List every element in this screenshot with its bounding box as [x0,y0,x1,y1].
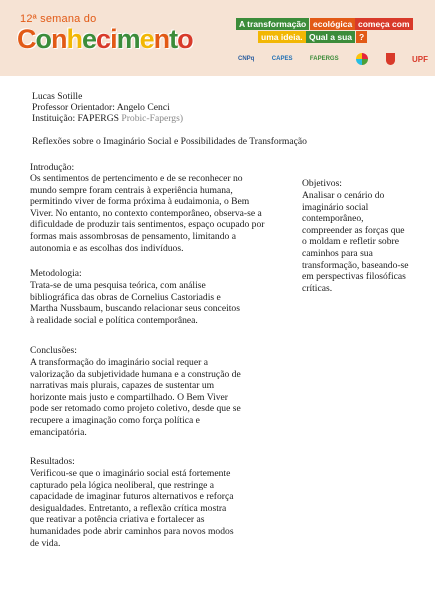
upf-logo: UPF [411,54,428,64]
event-letter: i [110,24,117,54]
fapergs-logo: FAPERGS [309,56,339,62]
tagline-part: uma ideia. [258,31,306,43]
resultados-line: capturado pela lógica neoliberal, que restringe a [30,479,215,491]
institution [32,113,183,125]
cnpq-logo: CNPq [238,56,255,62]
objetivos-line: transformação, baseando-se [302,259,409,271]
objetivos-line: o moldam e refletir sobre [302,236,399,248]
ods-logo [356,53,368,65]
event-edition: 12ª semana do [20,13,97,25]
conclusoes-line: narrativas mais plurais, capazes de sustentar um [30,380,215,392]
objetivos-line: em perspectivas filosóficas [302,271,406,283]
objetivos-line: contemporâneo, [302,213,364,225]
resultados-line: Verificou-se que o imaginário social está fortemente [30,468,231,479]
tagline-part: ecológica [310,18,355,30]
objetivos-line: Analisar o cenário do [302,190,385,201]
advisor-name: Professor Orientador: Angelo Cenci [32,102,170,113]
event-letter: c [96,24,111,54]
objetivos-line: caminhos para sua [302,248,373,259]
objetivos-line: imaginário social [302,201,369,213]
resultados-heading: Resultados: [30,456,75,467]
event-banner [0,0,435,76]
conclusoes-line: horizonte mais justo e compartilhado. O Bem Viver [30,391,229,403]
student-name: Lucas Sotille [32,91,83,102]
resultados-line: de vida. [30,537,61,549]
tagline-part: começa com [355,18,413,30]
shield-logo [386,53,395,65]
event-letter: m [116,24,140,54]
introducao-line: permitindo viver de forma próxima à eudaimonia, o Bem [30,196,250,208]
objetivos-line: compreender as forças que [302,224,405,236]
institution-note: Probic-Fapergs) [118,113,184,124]
resultados-line: desigualdades. Entretanto, a reflexão crítica mostra [30,502,227,514]
event-letter: n [51,24,67,54]
introducao-line: Viver. No entanto, no contexto contemporâneo, observa-se a [30,207,262,219]
event-letter: n [153,24,170,54]
tagline-part: ? [356,31,367,43]
conclusoes-line: emancipatória. [30,426,87,438]
tagline-part: Qual a sua [306,31,355,43]
objetivos-line: críticas. [302,282,333,294]
resultados-line: capacidade de imaginar futuros alternativos e reforça [30,491,234,503]
metodologia-line: Trata-se de uma pesquisa teórica, com análise [30,280,206,291]
event-letter: e [82,24,97,54]
metodologia-line: bibliográfica das obras de Cornelius Castoriadis e [30,291,221,303]
event-letter: o [177,24,193,54]
conclusoes-line: recupere a imaginação como força política e [30,415,200,426]
event-letter: e [139,24,154,54]
conclusoes-line: pode ser retomado como projeto coletivo, desde que se [30,403,241,415]
metodologia-line: à realidade social e política contemporânea. [30,314,198,326]
introducao-line: Os sentimentos de pertencimento e de se reconhecer no [30,173,243,184]
abstract-title: Reflexões sobre o Imaginário Social e Possibilidades de Transformação [32,136,307,147]
introducao-line: mundo sempre foram centrais à experiência humana, [30,184,233,196]
objetivos-heading: Objetivos: [302,178,342,189]
introducao-line: formas mais assombrosas de pensamento, limitando a [30,231,236,242]
tagline-part: A transformação [236,18,309,30]
resultados-line: que reativar a potência criativa e fortalecer as [30,514,205,526]
metodologia-line: Martha Nussbaum, buscando relacionar seus conceitos [30,303,240,315]
event-letter: C [17,24,36,54]
resultados-line: humanidades pode abrir caminhos para novos modos [30,526,234,537]
event-letter: t [169,24,178,54]
metodologia-heading: Metodologia: [30,268,82,279]
conclusoes-line: valorização da subjetividade humana e a construção de [30,368,241,380]
capes-logo: CAPES [271,56,293,62]
introducao-heading: Introdução: [30,162,75,173]
introducao-line: dificuldade de produzir tais sentimentos, espaço ocupado por [30,219,265,231]
event-letter: o [35,24,51,54]
sponsor-logos [238,52,428,66]
event-name [17,24,193,55]
event-letter: h [66,24,82,54]
conclusoes-line: A transformação do imaginário social requer a [30,357,208,368]
institution-label: Instituição: FAPERGS [32,113,119,124]
conclusoes-heading: Conclusões: [30,345,77,356]
introducao-line: autonomia e as escolhas dos indivíduos. [30,242,184,254]
